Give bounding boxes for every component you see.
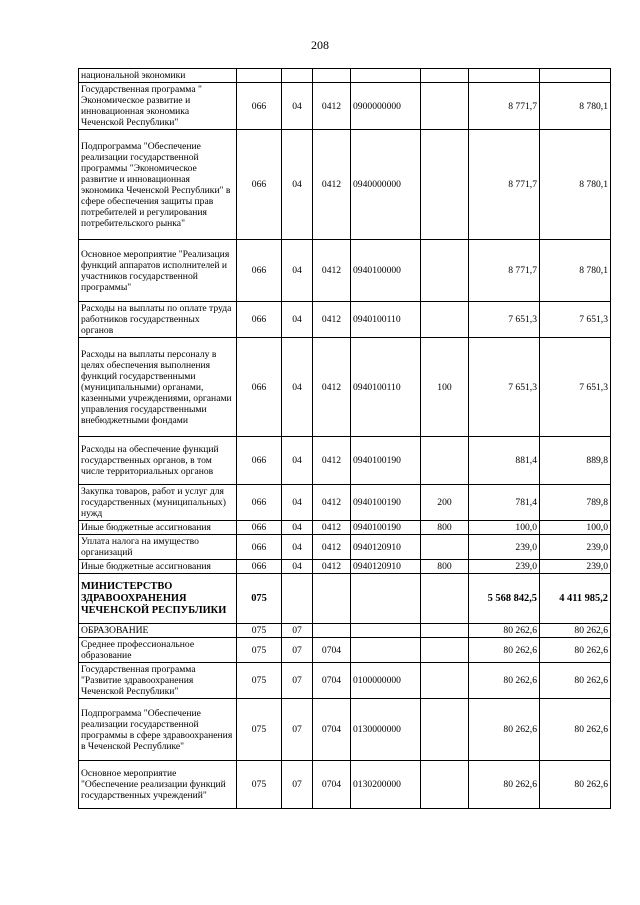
amount-year-2: 4 411 985,2: [540, 574, 611, 624]
amount-year-1: 80 262,6: [469, 638, 540, 663]
row-name: ОБРАЗОВАНИЕ: [79, 624, 237, 638]
section-code: 04: [282, 521, 313, 535]
target-article-code: [351, 624, 421, 638]
amount-year-1: 7 651,3: [469, 338, 540, 437]
table-row: [79, 638, 611, 663]
table-row: [79, 437, 611, 485]
subsection-code: 0412: [313, 240, 351, 302]
ministry-code: 066: [237, 338, 282, 437]
ministry-code: 075: [237, 574, 282, 624]
target-article-code: 0940100190: [351, 437, 421, 485]
ministry-code: 066: [237, 521, 282, 535]
amount-year-2: 8 780,1: [540, 240, 611, 302]
expense-type-code: 800: [421, 521, 469, 535]
subsection-code: 0412: [313, 560, 351, 574]
row-name: Расходы на обеспечение функций государственных органов, в том числе территориальных органов: [79, 437, 237, 485]
expense-type-code: 800: [421, 560, 469, 574]
amount-year-2: 889,8: [540, 437, 611, 485]
expense-type-code: 200: [421, 485, 469, 521]
expense-type-code: [421, 663, 469, 699]
target-article-code: [351, 638, 421, 663]
amount-year-1: 80 262,6: [469, 663, 540, 699]
ministry-code: 066: [237, 83, 282, 130]
ministry-code: 066: [237, 130, 282, 240]
expense-type-code: [421, 638, 469, 663]
target-article-code: 0130000000: [351, 699, 421, 761]
section-code: [282, 69, 313, 83]
amount-year-2: 8 780,1: [540, 130, 611, 240]
amount-year-2: [540, 69, 611, 83]
row-name: Государственная программа "Развитие здравоохранения Чеченской Республики": [79, 663, 237, 699]
amount-year-1: 8 771,7: [469, 130, 540, 240]
amount-year-1: 7 651,3: [469, 302, 540, 338]
amount-year-1: [469, 69, 540, 83]
target-article-code: 0940100000: [351, 240, 421, 302]
expense-type-code: [421, 437, 469, 485]
subsection-code: 0412: [313, 302, 351, 338]
subsection-code: 0412: [313, 130, 351, 240]
row-name: Подпрограмма "Обеспечение реализации государственной программы "Экономическое развитие и инновационная экономика Чеченской Республики" в сфере обеспечения защиты прав потребителей и регулирования потребительского рынка": [79, 130, 237, 240]
table-row: [79, 485, 611, 521]
amount-year-2: 100,0: [540, 521, 611, 535]
target-article-code: 0940120910: [351, 535, 421, 560]
table-row: [79, 574, 611, 624]
amount-year-2: 239,0: [540, 560, 611, 574]
table-row: [79, 240, 611, 302]
expense-type-code: [421, 302, 469, 338]
amount-year-1: 881,4: [469, 437, 540, 485]
ministry-code: 075: [237, 699, 282, 761]
ministry-code: 075: [237, 624, 282, 638]
section-code: 04: [282, 560, 313, 574]
target-article-code: [351, 69, 421, 83]
amount-year-1: 781,4: [469, 485, 540, 521]
table-row: [79, 560, 611, 574]
amount-year-2: 80 262,6: [540, 761, 611, 809]
expense-type-code: [421, 69, 469, 83]
section-code: 04: [282, 338, 313, 437]
row-name: Закупка товаров, работ и услуг для государственных (муниципальных) нужд: [79, 485, 237, 521]
table-row: [79, 699, 611, 761]
ministry-code: 066: [237, 535, 282, 560]
expense-type-code: [421, 240, 469, 302]
target-article-code: 0940100190: [351, 521, 421, 535]
target-article-code: 0900000000: [351, 83, 421, 130]
row-name: Уплата налога на имущество организаций: [79, 535, 237, 560]
subsection-code: 0412: [313, 521, 351, 535]
section-code: 04: [282, 240, 313, 302]
amount-year-1: 239,0: [469, 535, 540, 560]
expense-type-code: [421, 574, 469, 624]
target-article-code: 0940100190: [351, 485, 421, 521]
subsection-code: 0704: [313, 761, 351, 809]
section-code: 04: [282, 535, 313, 560]
ministry-code: 075: [237, 638, 282, 663]
target-article-code: [351, 574, 421, 624]
expense-type-code: 100: [421, 338, 469, 437]
amount-year-2: 8 780,1: [540, 83, 611, 130]
table-row: [79, 69, 611, 83]
target-article-code: 0100000000: [351, 663, 421, 699]
amount-year-2: 7 651,3: [540, 302, 611, 338]
subsection-code: 0704: [313, 663, 351, 699]
expense-type-code: [421, 130, 469, 240]
section-code: 04: [282, 437, 313, 485]
section-code: 04: [282, 130, 313, 240]
target-article-code: 0940100110: [351, 338, 421, 437]
subsection-code: 0704: [313, 699, 351, 761]
row-name: Подпрограмма "Обеспечение реализации государственной программы в сфере здравоохранения в Чеченской Республике": [79, 699, 237, 761]
section-code: 04: [282, 302, 313, 338]
amount-year-1: 100,0: [469, 521, 540, 535]
section-code: 07: [282, 638, 313, 663]
expense-type-code: [421, 83, 469, 130]
subsection-code: 0412: [313, 485, 351, 521]
target-article-code: 0940100110: [351, 302, 421, 338]
ministry-code: [237, 69, 282, 83]
table-row: [79, 535, 611, 560]
amount-year-1: 80 262,6: [469, 761, 540, 809]
subsection-code: 0412: [313, 437, 351, 485]
target-article-code: 0940120910: [351, 560, 421, 574]
section-code: 07: [282, 663, 313, 699]
row-name: Среднее профессиональное образование: [79, 638, 237, 663]
row-name: Иные бюджетные ассигнования: [79, 521, 237, 535]
row-name: Основное мероприятие "Обеспечение реализации функций государственных учреждений": [79, 761, 237, 809]
subsection-code: 0704: [313, 638, 351, 663]
section-code: 07: [282, 761, 313, 809]
row-name: национальной экономики: [79, 69, 237, 83]
amount-year-2: 80 262,6: [540, 699, 611, 761]
budget-table: [78, 68, 611, 809]
ministry-code: 066: [237, 485, 282, 521]
subsection-code: [313, 624, 351, 638]
expense-type-code: [421, 535, 469, 560]
amount-year-1: 80 262,6: [469, 624, 540, 638]
row-name: Государственная программа " Экономическое развитие и инновационная экономика Чеченской Республики": [79, 83, 237, 130]
amount-year-2: 80 262,6: [540, 638, 611, 663]
ministry-code: 066: [237, 302, 282, 338]
amount-year-1: 8 771,7: [469, 240, 540, 302]
row-name: Иные бюджетные ассигнования: [79, 560, 237, 574]
table-row: [79, 130, 611, 240]
ministry-code: 066: [237, 560, 282, 574]
amount-year-2: 80 262,6: [540, 663, 611, 699]
row-name: МИНИСТЕРСТВО ЗДРАВООХРАНЕНИЯ ЧЕЧЕНСКОЙ РЕСПУБЛИКИ: [79, 574, 237, 624]
section-code: 07: [282, 624, 313, 638]
ministry-code: 066: [237, 437, 282, 485]
amount-year-2: 80 262,6: [540, 624, 611, 638]
page-number: 208: [311, 38, 329, 52]
table-row: [79, 83, 611, 130]
amount-year-1: 80 262,6: [469, 699, 540, 761]
subsection-code: 0412: [313, 535, 351, 560]
section-code: [282, 574, 313, 624]
expense-type-code: [421, 624, 469, 638]
ministry-code: 066: [237, 240, 282, 302]
subsection-code: 0412: [313, 338, 351, 437]
row-name: Расходы на выплаты персоналу в целях обеспечения выполнения функций государственными (муниципальными) органами, казенными учреждениями, органами управления государственными внебюджетными фондами: [79, 338, 237, 437]
table-row: [79, 521, 611, 535]
table-row: [79, 302, 611, 338]
section-code: 07: [282, 699, 313, 761]
subsection-code: 0412: [313, 83, 351, 130]
section-code: 04: [282, 485, 313, 521]
section-code: 04: [282, 83, 313, 130]
ministry-code: 075: [237, 663, 282, 699]
expense-type-code: [421, 699, 469, 761]
amount-year-2: 239,0: [540, 535, 611, 560]
amount-year-1: 239,0: [469, 560, 540, 574]
table-row: [79, 624, 611, 638]
amount-year-1: 8 771,7: [469, 83, 540, 130]
subsection-code: [313, 574, 351, 624]
ministry-code: 075: [237, 761, 282, 809]
row-name: Основное мероприятие "Реализация функций аппаратов исполнителей и участников государственной программы": [79, 240, 237, 302]
table-row: [79, 338, 611, 437]
target-article-code: 0130200000: [351, 761, 421, 809]
table-row: [79, 663, 611, 699]
table-row: [79, 761, 611, 809]
amount-year-2: 789,8: [540, 485, 611, 521]
amount-year-1: 5 568 842,5: [469, 574, 540, 624]
expense-type-code: [421, 761, 469, 809]
target-article-code: 0940000000: [351, 130, 421, 240]
subsection-code: [313, 69, 351, 83]
row-name: Расходы на выплаты по оплате труда работников государственных органов: [79, 302, 237, 338]
amount-year-2: 7 651,3: [540, 338, 611, 437]
